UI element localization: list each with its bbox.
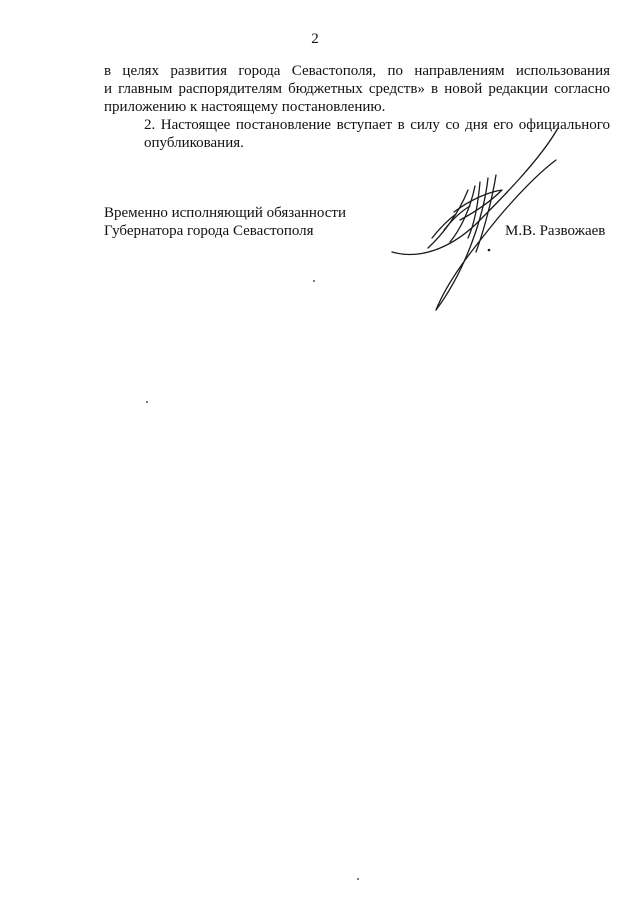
paragraph-1 <box>104 62 610 116</box>
paragraph-1-line: в целях развития города Севастополя, по направлениям использования <box>104 63 610 79</box>
signatory-name: М.В. Развожаев <box>505 223 606 239</box>
scan-speck <box>313 280 315 282</box>
paragraph-1-line: и главным распорядителям бюджетных средств» в новой редакции согласно <box>104 81 610 97</box>
paragraph-1-line: приложению к настоящему постановлению. <box>104 99 386 115</box>
page-number: 2 <box>311 31 319 47</box>
handwritten-signature <box>380 120 580 320</box>
scan-speck <box>357 878 359 880</box>
paragraph-2-line: 2. Настоящее постановление вступает в силу со дня его официального <box>144 117 610 133</box>
signatory-title <box>104 204 346 240</box>
paragraph-2-line: опубликования. <box>144 135 244 151</box>
signatory-title-line: Губернатора города Севастополя <box>104 223 314 239</box>
scan-speck <box>146 401 148 403</box>
signatory-title-line: Временно исполняющий обязанности <box>104 205 347 221</box>
